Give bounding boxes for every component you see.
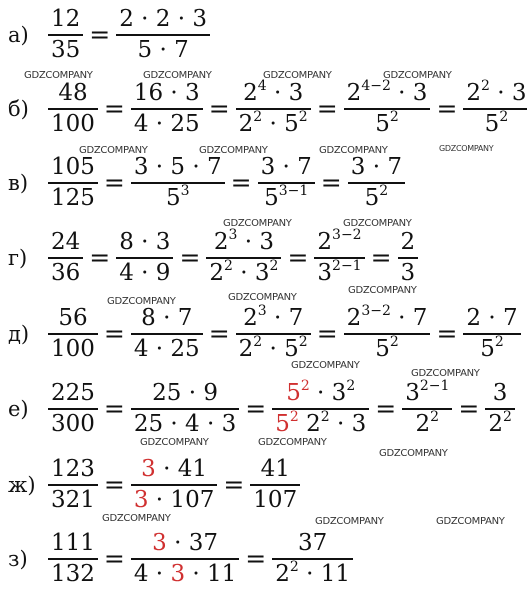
fraction — [485, 380, 515, 438]
numerator: 2 · 2 · 3 — [119, 6, 208, 32]
equals-sign: = — [245, 544, 267, 574]
watermark: GDZCOMPANY — [223, 218, 292, 229]
denominator: $2^2$ — [415, 408, 440, 437]
fraction — [116, 229, 173, 287]
numerator: 48 — [58, 80, 88, 106]
numerator: 25 · 9 — [152, 380, 218, 406]
denominator: $2^2 \cdot 11$ — [275, 558, 350, 587]
row-e — [8, 380, 517, 438]
denominator: $2^2 \cdot 5^2$ — [238, 333, 308, 362]
fraction — [48, 456, 98, 514]
denominator: 4 · 9 — [119, 259, 171, 286]
equals-sign: = — [370, 243, 392, 273]
watermark: GDZCOMPANY — [228, 292, 297, 303]
fraction — [48, 80, 98, 138]
watermark: GDZCOMPANY — [319, 145, 388, 156]
fraction — [236, 80, 311, 138]
watermark: GDZCOMPANY — [199, 145, 268, 156]
fraction — [272, 530, 353, 588]
watermark: GDZCOMPANY — [379, 448, 448, 459]
numerator: 12 — [51, 6, 81, 32]
watermark: GDZCOMPANY — [258, 437, 327, 448]
equals-sign: = — [320, 168, 342, 198]
numerator: 3 · 7 — [260, 154, 312, 180]
equals-sign: = — [103, 394, 125, 424]
numerator: 2 — [400, 229, 416, 255]
fraction — [131, 80, 203, 138]
row-b — [8, 80, 527, 138]
equals-sign: = — [316, 94, 338, 124]
equals-sign: = — [179, 243, 201, 273]
denominator: $5^2$ — [480, 333, 504, 362]
numerator: $2^2 \cdot 3$ — [466, 78, 527, 106]
equals-sign: = — [245, 394, 267, 424]
watermark: GDZCOMPANY — [291, 360, 360, 371]
row-label: а) — [8, 22, 29, 47]
equals-sign: = — [458, 394, 480, 424]
fraction — [131, 530, 239, 588]
equals-sign: = — [103, 544, 125, 574]
equals-sign: = — [208, 319, 230, 349]
numerator: $2^{4-2} \cdot 3$ — [346, 78, 428, 106]
equals-sign: = — [436, 94, 458, 124]
row-zh — [8, 456, 302, 514]
denominator: 5 · 7 — [137, 36, 189, 63]
denominator: 100 — [51, 335, 95, 362]
watermark: GDZCOMPANY — [411, 368, 480, 379]
numerator: 56 — [58, 305, 88, 331]
cancelled-factor: 3 — [141, 456, 156, 482]
fraction — [48, 305, 98, 363]
equals-sign: = — [89, 20, 111, 50]
denominator: $5^2$ — [484, 108, 509, 137]
watermark: GDZCOMPANY — [140, 437, 209, 448]
denominator: 35 — [51, 36, 81, 63]
denominator: $2^2 \cdot 3^2$ — [209, 257, 279, 286]
fraction — [463, 305, 520, 363]
numerator: 37 — [297, 530, 328, 556]
fraction — [131, 305, 203, 363]
cancelled-factor: 3 — [170, 560, 186, 587]
row-v — [8, 154, 407, 212]
fraction — [131, 380, 239, 438]
denominator: $5^2$ — [375, 108, 399, 137]
equals-sign: = — [375, 394, 397, 424]
numerator: $2^3 \cdot 3$ — [213, 227, 274, 255]
fraction — [250, 456, 300, 514]
equals-sign: = — [436, 319, 458, 349]
cancelled-factor: 3 — [152, 530, 167, 556]
numerator: $2^3 \cdot 7$ — [243, 303, 304, 331]
watermark: GDZCOMPANY — [107, 296, 176, 307]
fraction — [48, 229, 83, 287]
denominator: $5^{3-1}$ — [264, 182, 309, 211]
fraction — [116, 6, 210, 64]
fraction — [398, 229, 419, 287]
row-label: ж) — [8, 472, 36, 497]
equals-sign: = — [287, 243, 309, 273]
row-g — [8, 229, 420, 287]
numerator: 8 · 3 — [119, 229, 171, 255]
denominator: 125 — [51, 184, 95, 211]
fraction — [131, 456, 217, 514]
fraction — [48, 380, 98, 438]
numerator: 105 — [51, 154, 95, 180]
row-label: з) — [8, 546, 28, 571]
numerator: $2^{3-2} \cdot 7$ — [346, 303, 428, 331]
fraction — [344, 305, 431, 363]
numerator: 8 · 7 — [141, 305, 193, 331]
numerator: 111 — [51, 530, 95, 556]
denominator: $5^3$ — [165, 182, 190, 211]
equals-sign: = — [223, 470, 245, 500]
denominator: 321 — [51, 486, 95, 513]
denominator: 100 — [51, 110, 95, 137]
watermark: GDZCOMPANY — [436, 516, 505, 527]
fraction — [272, 380, 369, 438]
row-label: г) — [8, 245, 28, 270]
equals-sign: = — [103, 319, 125, 349]
denominator: 3 — [400, 259, 416, 286]
denominator: 25 · 4 · 3 — [133, 410, 237, 437]
row-label: б) — [8, 96, 29, 121]
watermark: GDZCOMPANY — [315, 516, 384, 527]
row-d — [8, 305, 523, 363]
fraction — [48, 6, 83, 64]
fraction — [48, 154, 98, 212]
denominator: $2^2$ — [488, 408, 512, 437]
denominator: $5^2$ $2^2 \cdot 3$ — [275, 408, 367, 437]
watermark: GDZCOMPANY — [24, 70, 93, 81]
numerator: $2^4 \cdot 3$ — [243, 78, 304, 106]
numerator: $5^2 \cdot 3^2$ — [286, 378, 356, 406]
row-label: е) — [8, 396, 29, 421]
fraction — [402, 380, 452, 438]
numerator: 3 · 7 — [350, 154, 402, 180]
denominator: 4 · 25 — [133, 110, 200, 137]
numerator: $2^{3-2}$ — [317, 227, 362, 255]
numerator: 16 · 3 — [133, 80, 200, 106]
numerator: 225 — [51, 380, 95, 406]
cancelled-factor: 3 — [133, 486, 149, 513]
denominator: $5^2$ — [364, 182, 389, 211]
denominator: $3^{2-1}$ — [317, 257, 362, 286]
cancelled-factor: $5^2$ — [286, 378, 310, 406]
equals-sign: = — [89, 243, 111, 273]
denominator: $2^2 \cdot 5^2$ — [238, 108, 308, 137]
fraction — [344, 80, 431, 138]
watermark: GDZCOMPANY — [343, 218, 412, 229]
fraction — [258, 154, 315, 212]
denominator: $5^2$ — [375, 333, 399, 362]
watermark: GDZCOMPANY — [79, 145, 148, 156]
watermark: GDZCOMPANY — [383, 70, 452, 81]
watermark: GDZCOMPANY — [102, 513, 171, 524]
row-a — [8, 6, 212, 64]
denominator: 3 · 107 — [133, 486, 215, 513]
denominator: 4 · 25 — [133, 335, 200, 362]
numerator: $3^{2-1}$ — [405, 378, 450, 406]
equals-sign: = — [316, 319, 338, 349]
numerator: 41 — [260, 456, 290, 482]
watermark: GDZCOMPANY — [348, 285, 417, 296]
fraction — [131, 154, 225, 212]
numerator: 3 · 5 · 7 — [133, 154, 222, 180]
denominator: 107 — [253, 486, 298, 513]
numerator: 3 · 37 — [152, 530, 218, 556]
row-z — [8, 530, 355, 588]
fraction — [314, 229, 364, 287]
cancelled-factor: $5^2$ — [275, 408, 299, 437]
equals-sign: = — [103, 168, 125, 198]
equals-sign: = — [208, 94, 230, 124]
numerator: 123 — [51, 456, 95, 482]
fraction — [206, 229, 281, 287]
numerator: 3 — [492, 380, 508, 406]
denominator: 132 — [51, 560, 95, 587]
fraction — [348, 154, 405, 212]
equals-sign: = — [230, 168, 252, 198]
watermark: GDZCOMPANY — [263, 70, 332, 81]
watermark: GDZCOMPANY — [439, 144, 494, 153]
watermark: GDZCOMPANY — [143, 70, 212, 81]
row-label: д) — [8, 321, 30, 346]
numerator: 24 — [51, 229, 81, 255]
equals-sign: = — [103, 470, 125, 500]
denominator: 36 — [51, 259, 81, 286]
denominator: 4 · 3 · 11 — [133, 560, 237, 587]
row-label: в) — [8, 170, 29, 195]
numerator: 3 · 41 — [141, 456, 208, 482]
denominator: 300 — [51, 410, 95, 437]
fraction — [463, 80, 527, 138]
equals-sign: = — [103, 94, 125, 124]
fraction — [236, 305, 311, 363]
numerator: 2 · 7 — [466, 305, 518, 331]
fraction — [48, 530, 98, 588]
